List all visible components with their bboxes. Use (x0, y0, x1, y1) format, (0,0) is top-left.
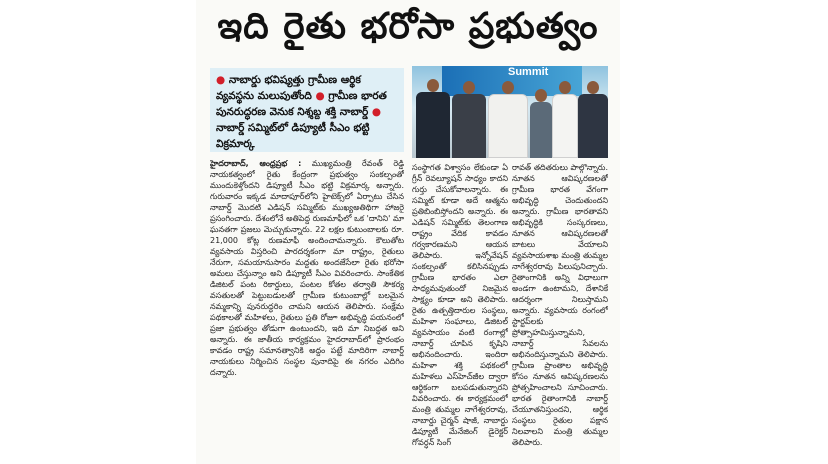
banner-text: Summit (508, 66, 549, 78)
article-column-1 (210, 158, 404, 458)
article-column-3 (512, 162, 608, 458)
column-1-text: ముఖ్యమంత్రి రేవంత్ రెడ్డి నాయకత్వంలో రైతు కేంద్రంగా ప్రభుత్వం సంకల్పంతో ముందుకెళ్తోందని డిప్యూటీ సీఎం భట్టి విక్రమార్క అన్నారు. గురువారం ఇక్కడ మాదాపూర్‌లోని హైటెక్స్‌లో ఏర్పాటు చేసిన నాబార్డ్ మొదటి ఎడిషన్ సమ్మిట్‌కు ముఖ్యఅతిథిగా హాజరై ప్రసంగించారు. దేశంలోనే అతిపెద్ద రుణమాఫీలో ఒక 'దానిని' మా ఘనతగా ప్రజలు మెచ్చుకున్నారు. 22 లక్షల కుటుంబాలకు రూ. 21,000 కోట్ల రుణమాఫీ అందించామన్నారు. కౌలుతోట వ్యవసాయ విస్తరించి పారదర్శకంగా మా రాష్ట్రం, రైతులు నేరుగా, సమయానుసారం మద్దతు అందజేసేలా రైతు భరోసా అమలు చేస్తున్నాం అని డిప్యూటీ సీఎం వివరించారు. సాంకేతిక డిజిటల్ పంట రికార్డులు, పంటల కోతల తర్వాతి సౌకర్య వసతులతో పెట్టుబడులతో గ్రామీణ కుటుంబాల్లో బలమైన నమ్మకాన్ని పునరుద్ధరిం చామని ఆయన తెలిపారు. సంక్షేమ పథకాలతో మహిళలు, రైతులు ప్రతి రోజూ అభివృద్ధి పయనంలో ప్రజా ప్రభుత్వం తోడుగా ఉంటుందని, ఇది మా నిబద్ధత అని అన్నారు. ఈ జాతీయ కార్యక్రమం హైదరాబాద్‌లో ప్రారంభం కావడం రాష్ట్ర సమానత్వానికి అద్దం పట్టే మాదిరిగా నాబార్డ్ నాయకులు నిర్మించిన సంస్థల పునాదిపై ఈ నగరం ఎదిగిం దన్నారు. (210, 159, 404, 377)
person-figure (416, 79, 450, 158)
subhead-bullet-3: నాబార్డ్ సమ్మిట్‌లో డిప్యూటీ సీఎం భట్టి విక్రమార్క (216, 122, 370, 150)
subhead-bullet-2: గ్రామీణ భారత పునరుద్ధరణ వెనుక నిశ్శబ్ద శక్తి నాబార్డ్ (216, 90, 387, 118)
subhead-box (210, 68, 404, 152)
headline: ఇది రైతు భరోసా ప్రభుత్వం (217, 6, 599, 47)
person-figure (488, 81, 528, 158)
event-photo (412, 66, 608, 158)
column-3-text: రావత్ తదితరులు పాల్గొన్నారు. నూతన ఆవిష్కరణలతో గ్రామీణ భారత వేగంగా అభివృద్ధి చెందుతుందని అన్నారు. గ్రామీణ భారతావని అభివృద్ధికి సంస్కరణలు, నూతన ఆవిష్కరణలతో బాటలు వేయాలని వ్యవసాయశాఖ మంత్రి తుమ్మల నాగేశ్వరరావు పిలుపునిచ్చారు. రైతాంగానికి అన్ని విధాలుగా అండగా ఉంటామని, దేశానికే ఆదర్శంగా నిలుస్తామని అన్నారు. వ్యవసాయ రంగంలో స్టార్టప్‌లకు ప్రోత్సాహమిస్తున్నామని, నాబార్డ్ సేవలను అభినందిస్తున్నామని తెలిపారు. గ్రామీణ ప్రాంతాల అభివృద్ధి కోసం నూతన ఆవిష్కరణలను ప్రోత్సహించాలని సూచించారు. భారత రైతాంగానికి నాబార్డ్ చేయూతనిస్తుందని, ఆర్థిక సంస్థలు రైతుల పక్షాన నిలవాలని మంత్రి తుమ్మల తెలిపారు. (512, 163, 608, 447)
article-column-2 (412, 162, 508, 458)
dateline: హైదరాబాద్, ఆంధ్రప్రభ : (210, 159, 302, 168)
column-2-text: సంస్థాగత విశ్వాసం లేకుండా ఏ గ్రీన్ రెవల్యూషన్ సాధ్యం కాదని గుర్తు చేసుకోవాలన్నారు. ఈ సమ్మిట్ కూడా అదే ఆత్మను ప్రతిబింబిస్తోందని అన్నారు. ఈ ఎడిషన్ సమ్మిట్‌కు తెలంగాణ రాష్ట్రం వేదిక కావడం గర్వకారణమని ఆయన తెలిపారు. ఇన్నోవేషన్ సంకల్పంతో కలిసినప్పుడు గ్రామీణ భారతం ఎలా సాధ్యమవుతుందో నిజమైన సాక్ష్యం కూడా అని తెలిపారు. రైతు ఉత్పత్తిదారుల సంస్థలు, మహిళా సంఘాలు, డిజిటల్ వ్యవసాయం వంటి రంగాల్లో నాబార్డ్ చూపిన కృషిని అభినందించారు. ఇందిరా మహిళా శక్తి పథకంలో మహిళలు ఎస్‌హెచ్‌జీల ద్వారా ఆర్థికంగా బలపడుతున్నారని వివరించారు. ఈ కార్యక్రమంలో మంత్రి తుమ్మల నాగేశ్వరరావు, నాబార్డు చైర్మన్ షాజీ, నాబార్డు డిప్యూటీ మేనేజింగ్ డైరెక్టర్ గోవర్ధన్ సింగ్ (412, 163, 508, 447)
person-figure (552, 81, 578, 158)
person-figure (452, 81, 486, 158)
person-figure (530, 89, 552, 158)
subhead-bullet-1: నాబార్డు భవిష్యత్తు గ్రామీణ ఆర్థిక వ్యవస్థను మలుపుతోంది (216, 74, 361, 102)
bullet-icon: ● (315, 90, 325, 102)
bullet-icon: ● (371, 106, 381, 118)
bullet-icon: ● (216, 74, 226, 86)
newspaper-clipping (196, 0, 620, 464)
person-figure (578, 81, 608, 158)
